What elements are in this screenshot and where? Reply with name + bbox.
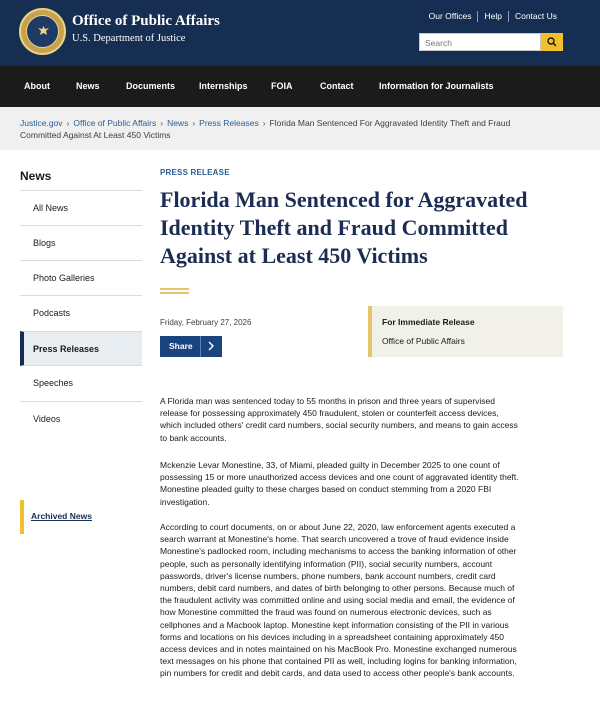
sidebar-item-podcasts[interactable]: Podcasts — [20, 295, 142, 330]
sidebar-item-blogs[interactable]: Blogs — [20, 225, 142, 260]
search-input[interactable]: Search — [419, 33, 541, 51]
nav-item-information-for-journalists[interactable]: Information for Journalists — [379, 81, 494, 91]
breadcrumb-justice-gov[interactable]: Justice.gov — [20, 118, 63, 128]
search-icon — [547, 37, 557, 47]
paragraph-line: search warrant at Monestine's home. That search uncovered a trove of fraud evidence inside — [160, 534, 509, 545]
paragraph-line: A Florida man was sentenced today to 55 months in prison and three years of supervised — [160, 396, 495, 406]
nav-item-contact[interactable]: Contact — [320, 81, 354, 91]
doj-seal-icon[interactable] — [19, 8, 66, 55]
archived-news-link[interactable] — [20, 500, 142, 534]
paragraph-line: release for possessing approximately 450 fraudulent, stolen or counterfeit access devices, — [160, 408, 499, 419]
nav-item-internships[interactable]: Internships — [199, 81, 248, 91]
breadcrumb-current-continued: Committed Against At Least 450 Victims — [20, 130, 171, 140]
breadcrumb-separator: › — [160, 118, 164, 128]
headline-line: Against at Least 450 Victims — [160, 243, 428, 268]
utility-link-contact-us[interactable]: Contact Us — [508, 11, 563, 22]
paragraph-line: which included others' credit card numbers, social security numbers, and means to gain access — [160, 420, 518, 431]
breadcrumb-press-releases[interactable]: Press Releases — [199, 118, 259, 128]
nav-item-foia[interactable]: FOIA — [271, 81, 293, 91]
release-office: Office of Public Affairs — [382, 336, 465, 346]
sidebar-item-speeches[interactable]: Speeches — [33, 378, 74, 388]
breadcrumb-current: Florida Man Sentenced For Aggravated Identity Theft and Fraud — [269, 118, 511, 128]
article-paragraph — [160, 459, 565, 508]
page-title — [160, 186, 570, 270]
utility-links — [423, 11, 563, 22]
share-button[interactable] — [160, 336, 222, 357]
sidebar-heading: News — [20, 169, 52, 183]
seal-inner — [26, 15, 59, 48]
paragraph-line: Monestine pleaded guilty to these charges based on conduct stemming from a 2020 FBI — [160, 484, 492, 495]
nav-item-documents[interactable]: Documents — [126, 81, 176, 91]
paragraph-line: possessing 15 or more unauthorized access devices and one count of aggravated identity theft. — [160, 472, 519, 483]
paragraph-line: According to court documents, on or about June 22, 2020, law enforcement agents executed a — [160, 522, 516, 532]
article-paragraph — [160, 521, 565, 680]
chevron-right-icon — [207, 341, 215, 351]
site-header — [0, 0, 600, 66]
search-button[interactable] — [541, 33, 563, 51]
release-info-box — [368, 306, 563, 357]
site-subtitle: U.S. Department of Justice — [72, 33, 186, 44]
headline-rule — [160, 288, 189, 290]
share-divider — [200, 336, 201, 357]
sidebar-item-press-releases[interactable]: Press Releases — [20, 331, 142, 366]
share-label: Share — [169, 341, 193, 351]
paragraph-line: how Monestine committed the fraud was found on numerous electronic devices, such as — [160, 607, 492, 618]
breadcrumb-office-of-public-affairs[interactable]: Office of Public Affairs — [73, 118, 157, 128]
article-eyebrow: PRESS RELEASE — [160, 168, 230, 177]
headline-rule — [160, 292, 189, 294]
paragraph-line: cellphones and a Macbook laptop. Monestine kept information consisting of the PII in various — [160, 619, 509, 630]
article-date: Friday, February 27, 2026 — [160, 318, 252, 327]
sidebar-item-all-news[interactable]: All News — [20, 190, 142, 225]
paragraph-line: access devices and in notes maintained on his MacBook Pro. Monestine exchanged numerous — [160, 644, 517, 655]
breadcrumb-separator: › — [262, 118, 266, 128]
utility-link-help[interactable]: Help — [477, 11, 507, 22]
headline-line: Florida Man Sentenced for Aggravated — [160, 187, 528, 212]
paragraph-line: text messages on his phone that contained PII as well, including logins for banking information, — [160, 656, 517, 667]
site-title[interactable]: Office of Public Affairs — [72, 13, 220, 29]
paragraph-line: the fraudulent activity was committed online and using social media and email, the evidence of — [160, 595, 515, 606]
main-nav — [0, 66, 600, 107]
paragraph-line: Monestine's padlocked room, including mechanisms to access the banking information of other — [160, 546, 517, 557]
breadcrumb-separator: › — [192, 118, 196, 128]
paragraph-line: investigation. — [160, 496, 210, 507]
sidebar-item-photo-galleries[interactable]: Photo Galleries — [20, 260, 142, 295]
release-title: For Immediate Release — [382, 317, 475, 327]
paragraph-line: passwords, driver's license numbers, phone numbers, bank account numbers, credit card — [160, 570, 496, 581]
paragraph-line: numbers, debit card numbers, and dates of birth belonging to other persons. Because much of — [160, 583, 515, 594]
breadcrumb — [0, 107, 600, 150]
utility-link-our-offices[interactable]: Our Offices — [428, 11, 472, 21]
paragraph-line: forms and locations on his devices including in a spreadsheet containing approximately 450 — [160, 631, 504, 642]
article-paragraph — [160, 395, 565, 444]
nav-item-news[interactable]: News — [76, 81, 100, 91]
nav-item-about[interactable]: About — [24, 81, 50, 91]
paragraph-line: people, such as personally identifying information (PII), social security numbers, account — [160, 558, 493, 569]
paragraph-line: Mckenzie Levar Monestine, 33, of Miami, pleaded guilty in December 2025 to one count of — [160, 460, 500, 470]
paragraph-line: pin numbers for credit and debit cards, and data used to access other people's bank accounts. — [160, 668, 515, 679]
eagle-icon — [36, 24, 51, 39]
sidebar-item-videos[interactable]: Videos — [20, 401, 142, 436]
headline-line: Identity Theft and Fraud Committed — [160, 215, 508, 240]
breadcrumb-separator: › — [66, 118, 70, 128]
archived-news-label[interactable]: Archived News — [31, 511, 92, 521]
paragraph-line: to bank accounts. — [160, 432, 227, 443]
breadcrumb-news[interactable]: News — [167, 118, 189, 128]
